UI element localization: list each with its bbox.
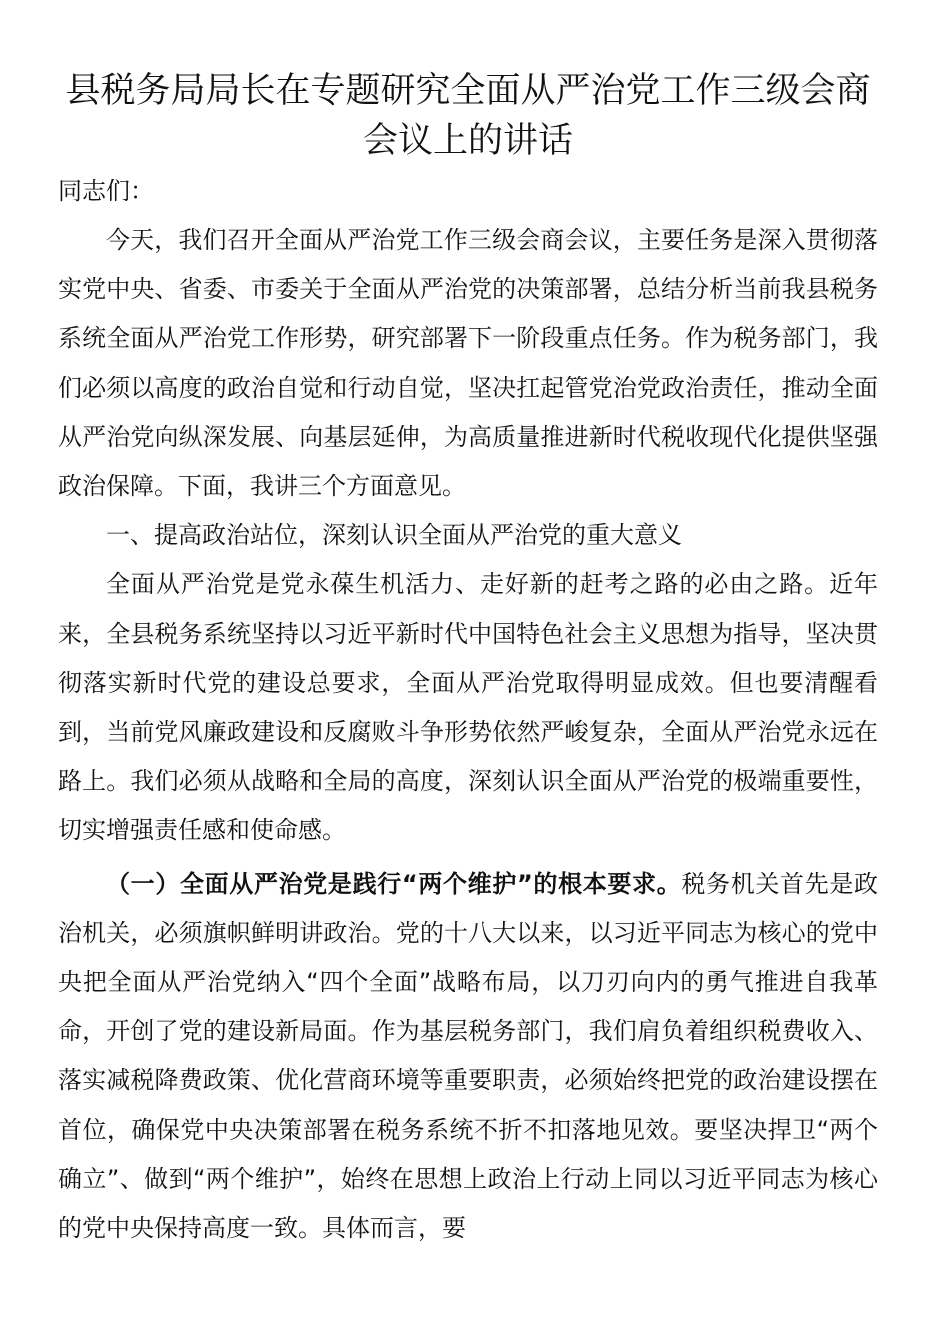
document-page	[58, 66, 878, 1253]
section-1-heading: 一、提高政治站位，深刻认识全面从严治党的重大意义	[106, 521, 682, 550]
subsection-1-paragraph	[58, 860, 878, 1254]
intro-paragraph: 今天，我们召开全面从严治党工作三级会商会议，主要任务是深入贯彻落实党中央、省委、市委关于全面从严治党的决策部署，总结分析当前我县税务系统全面从严治党工作形势，研究部署下一阶段重点任务。作为税务部门，我们必须以高度的政治自觉和行动自觉，坚决扛起管党治党政治责任，推动全面从严治党向纵深发展、向基层延伸，为高质量推进新时代税收现代化提供坚强政治保障。下面，我讲三个方面意见。	[58, 226, 878, 501]
salutation: 同志们：	[58, 177, 154, 205]
subsection-1-body: 税务机关首先是政治机关，必须旗帜鲜明讲政治。党的十八大以来，以习近平同志为核心的党中央把全面从严治党纳入“四个全面”战略布局，以刀刃向内的勇气推进自我革命，开创了党的建设新局面。作为基层税务部门，我们肩负着组织税费收入、落实减税降费政策、优化营商环境等重要职责，必须始终把党的政治建设摆在首位，确保党中央决策部署在税务系统不折不扣落地见效。要坚决捍卫“两个确立”、做到“两个维护”，始终在思想上政治上行动上同以习近平同志为核心的党中央保持高度一致。具体而言，要	[58, 869, 879, 1243]
document-title: 县税务局局长在专题研究全面从严治党工作三级会商会议上的讲话	[65, 71, 871, 161]
subsection-1-lead: （一）全面从严治党是践行“两个维护”的根本要求。	[106, 869, 682, 898]
section-1-body: 全面从严治党是党永葆生机活力、走好新的赶考之路的必由之路。近年来，全县税务系统坚持以习近平新时代中国特色社会主义思想为指导，坚决贯彻落实新时代党的建设总要求，全面从严治党取得明显成效。但也要清醒看到，当前党风廉政建设和反腐败斗争形势依然严峻复杂，全面从严治党永远在路上。我们必须从战略和全局的高度，深刻认识全面从严治党的极端重要性，切实增强责任感和使命感。	[58, 570, 878, 845]
